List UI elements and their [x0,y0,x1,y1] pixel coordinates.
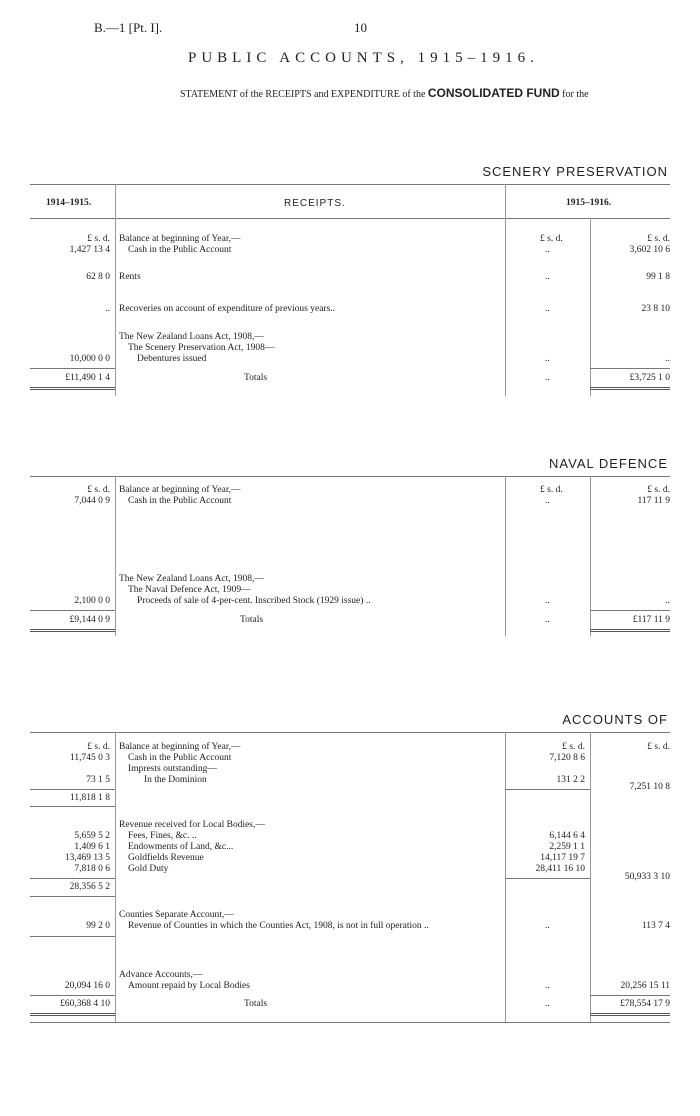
rule [30,896,115,897]
rule [30,368,115,369]
lsd-header: £ s. d. [647,485,670,495]
lsd-header: £ s. d. [647,742,670,752]
amount-inner: 131 2 2 [556,775,585,785]
rule [30,789,115,790]
amount-right: 99 1 8 [646,272,670,282]
amount-left: 13,469 13 5 [64,853,110,863]
row-sub-description: Cash in the Public Account [128,753,232,763]
amount-right: .. [665,354,670,364]
amount-inner: .. [545,272,550,282]
lsd-header: £ s. d. [647,234,670,244]
total-right: £3,725 1 0 [629,373,670,383]
double-rule [30,387,115,390]
amount-inner: .. [545,921,550,931]
total-left: £9,144 0 9 [69,615,110,625]
section-title-naval: NAVAL DEFENCE [549,456,668,471]
row-sub-description: Cash in the Public Account [128,496,232,506]
page-number: 10 [354,20,367,35]
amount-inner: .. [545,304,550,314]
column-rule [590,732,591,1022]
divider [30,732,670,733]
rule [30,806,115,807]
divider [30,476,670,477]
row-description: Balance at beginning of Year,— [119,234,241,244]
column-rule [590,218,591,396]
row-sub-description: Cash in the Public Account [128,245,232,255]
lsd-header: £ s. d. [540,485,563,495]
amount-left: 10,000 0 0 [69,354,110,364]
amount-left: 99 2 0 [86,921,110,931]
subtotal-left: 11,818 1 8 [69,793,110,803]
rule [590,995,670,996]
lsd-header: £ s. d. [562,742,585,752]
divider [30,218,670,219]
col-header-right-year: 1915–1916. [566,198,612,208]
lsd-header: £ s. d. [87,485,110,495]
row-sub-description: Proceeds of sale of 4-per-cent. Inscribed Stock (1929 issue) .. [137,596,371,606]
total-label: Totals [244,999,268,1009]
amount-inner: 14,117 19 7 [540,853,585,863]
rule [30,878,115,879]
amount-left: 5,659 5 2 [74,831,110,841]
amount-left: .. [105,304,110,314]
total-inner: .. [545,999,550,1009]
amount-right: 23 8 10 [641,304,670,314]
section-title-scenery: SCENERY PRESERVATION [482,164,668,179]
amount-right: 3,602 10 6 [629,245,670,255]
lsd-header: £ s. d. [87,234,110,244]
document-reference: B.—1 [Pt. I]. [94,20,163,35]
total-left: £60,368 4 10 [60,999,110,1009]
amount-right: 113 7 4 [641,921,670,931]
row-description: Rents [119,272,141,282]
row-sub-description: In the Dominion [144,775,207,785]
row-sub-description: Debentures issued [137,354,207,364]
divider [30,1022,670,1023]
lsd-header: £ s. d. [540,234,563,244]
amount-left: 62 8 0 [86,272,110,282]
total-label: Totals [244,373,268,383]
rule [590,610,670,611]
rule [505,878,590,879]
amount-left: 1,409 6 1 [74,842,110,852]
row-sub-description: Amount repaid by Local Bodies [128,981,250,991]
column-rule [590,476,591,636]
rule [590,368,670,369]
amount-inner: .. [545,496,550,506]
total-right: £78,554 17 9 [620,999,670,1009]
row-description: Recoveries on account of expenditure of previous years.. [119,304,336,314]
statement-fund: CONSOLIDATED FUND [427,86,560,100]
total-inner: .. [545,373,550,383]
amount-inner: 6,144 6 4 [549,831,585,841]
row-description: The New Zealand Loans Act, 1908,— [119,332,264,342]
row-sub-description: Goldfields Revenue [128,853,204,863]
row-sub-description: Fees, Fines, &c. .. [128,831,197,841]
statement-prefix: STATEMENT of the RECEIPTS and EXPENDITURE of the [180,89,426,100]
row-description: Advance Accounts,— [119,970,203,980]
double-rule [590,387,670,390]
rule [30,610,115,611]
total-inner: .. [545,615,550,625]
page-title: PUBLIC ACCOUNTS, 1915–1916. [188,50,539,66]
amount-right: 20,256 15 11 [620,981,670,991]
total-left: £11,490 1 4 [65,373,110,383]
column-rule [115,476,116,636]
double-rule [590,1013,670,1016]
row-sub-description: Imprests outstanding— [128,764,217,774]
amount-left: 20,094 16 0 [64,981,110,991]
section-title-accounts: ACCOUNTS OF [562,712,668,727]
amount-inner: 7,120 8 6 [549,753,585,763]
row-description: Balance at beginning of Year,— [119,485,241,495]
column-rule [505,732,506,1022]
row-sub-description: The Naval Defence Act, 1909— [128,585,251,595]
column-rule [115,184,116,396]
row-description: Counties Separate Account,— [119,910,234,920]
amount-inner: .. [545,354,550,364]
row-sub-description: Endowments of Land, &c... [128,842,234,852]
lsd-header: £ s. d. [87,742,110,752]
amount-right: 117 11 9 [637,496,670,506]
amount-inner: .. [545,596,550,606]
row-sub-description: Revenue of Counties in which the Counties Act, 1908, is not in full operation .. [128,921,429,931]
subtotal-right: 7,251 10 8 [629,782,670,792]
rule [505,789,590,790]
statement-suffix: for the [562,89,589,100]
col-header-left-year: 1914–1915. [46,198,92,208]
subtotal-left: 28,356 5 2 [69,882,110,892]
column-rule [115,732,116,1022]
amount-inner: 2,259 1 1 [549,842,585,852]
amount-inner: .. [545,245,550,255]
amount-inner: .. [545,981,550,991]
amount-left: 7,044 0 9 [74,496,110,506]
column-rule [505,476,506,636]
col-header-receipts: RECEIPTS. [284,198,346,209]
row-description: Revenue received for Local Bodies,— [119,820,265,830]
amount-left: 11,745 0 3 [69,753,110,763]
total-label: Totals [240,615,264,625]
amount-right: .. [665,596,670,606]
double-rule [590,629,670,632]
row-description: Balance at beginning of Year,— [119,742,241,752]
rule [30,936,115,937]
row-sub-description: The Scenery Preservation Act, 1908— [128,343,275,353]
amount-left: 1,427 13 4 [69,245,110,255]
rule [30,995,115,996]
amount-inner: 28,411 16 10 [535,864,585,874]
double-rule [30,1013,115,1016]
column-rule [505,184,506,396]
row-description: The New Zealand Loans Act, 1908,— [119,574,264,584]
row-sub-description: Gold Duty [128,864,169,874]
amount-left: 7,818 0 6 [74,864,110,874]
total-right: £117 11 9 [632,615,670,625]
amount-left: 2,100 0 0 [74,596,110,606]
subtotal-right: 50,933 3 10 [624,872,670,882]
divider [30,184,670,185]
amount-left: 73 1 5 [86,775,110,785]
statement-heading [180,86,589,100]
double-rule [30,629,115,632]
